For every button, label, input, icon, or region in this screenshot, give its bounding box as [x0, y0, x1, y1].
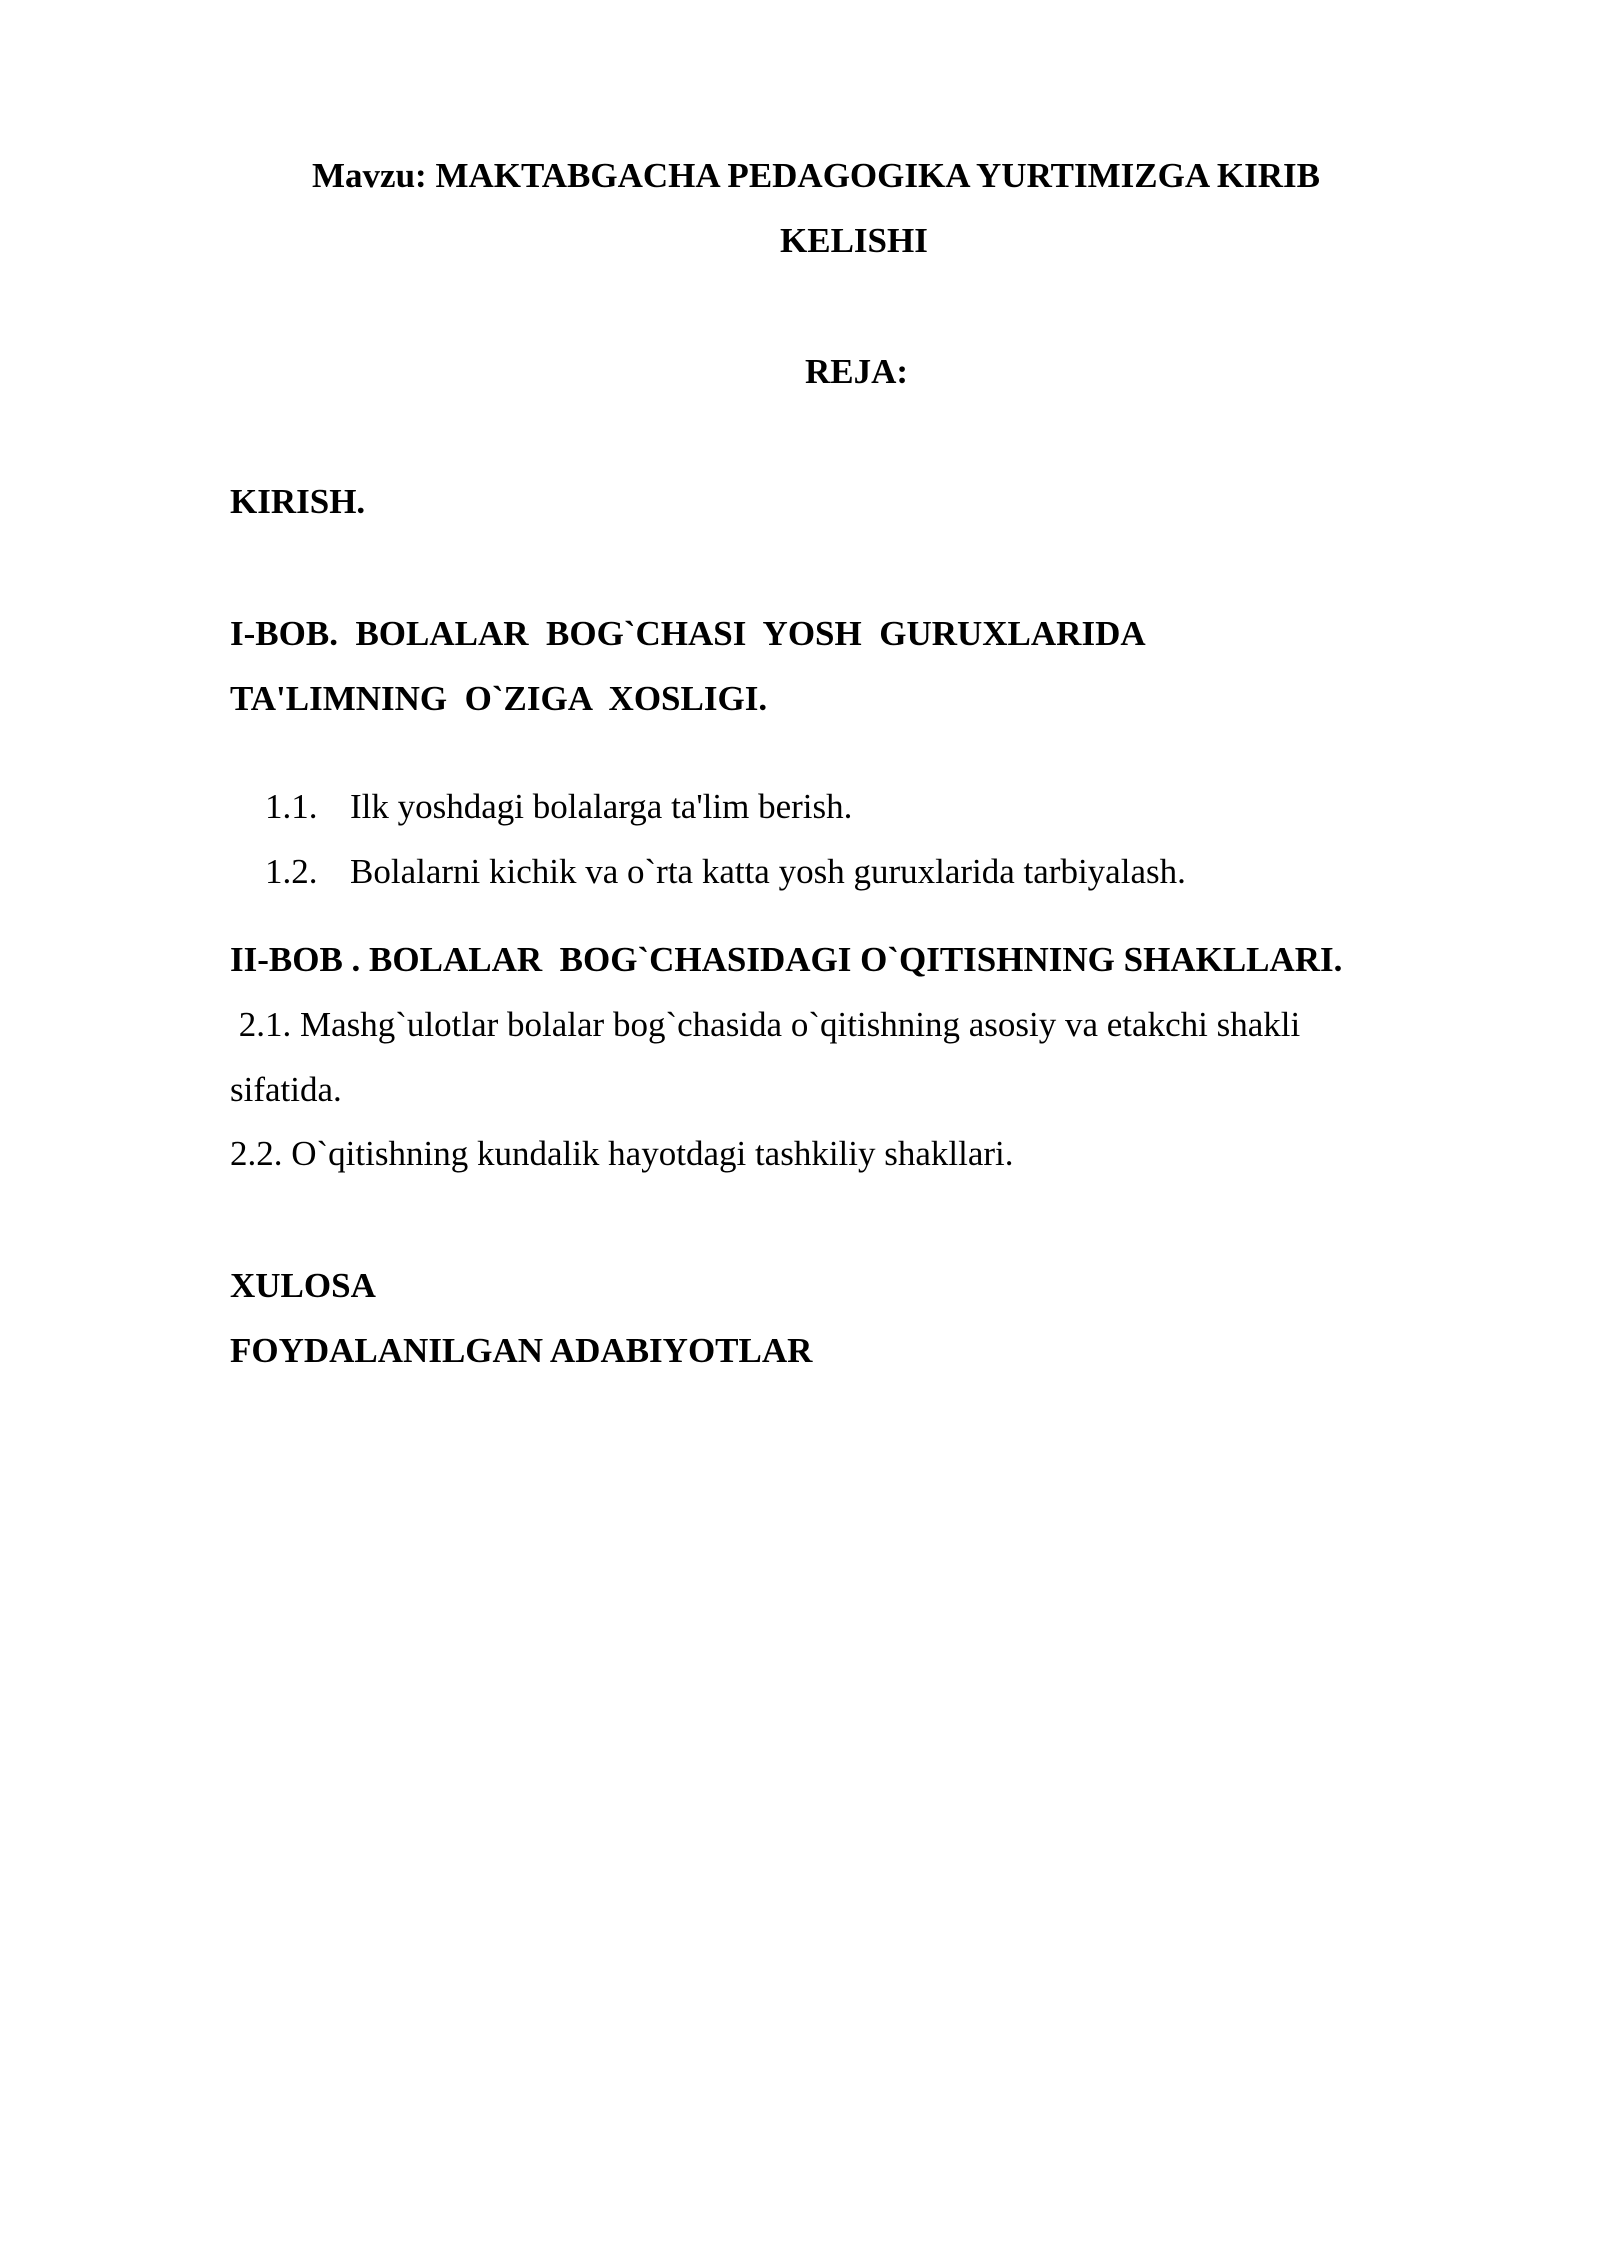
document-title-line-1: Mavzu: MAKTABGACHA PEDAGOGIKA YURTIMIZGA KIRIB [312, 156, 1320, 195]
plan-heading: REJA: [805, 352, 909, 391]
conclusion-heading: XULOSA [230, 1266, 376, 1305]
chapter-2-item-2: 2.2. O`qitishning kundalik hayotdagi tashkiliy shakllari. [230, 1134, 1014, 1173]
item-number: 1.2. [265, 852, 318, 891]
document-title-line-2: KELISHI [780, 221, 928, 260]
chapter-2-heading: II-BOB . BOLALAR BOG`CHASIDAGI O`QITISHNING SHAKLLARI. [230, 940, 1343, 979]
chapter-1-heading-line-2: TA'LIMNING O`ZIGA XOSLIGI. [230, 679, 768, 718]
chapter-1-item [230, 806, 1186, 938]
item-text: Ilk yoshdagi bolalarga ta'lim berish. [350, 787, 853, 826]
item-text: Bolalarni kichik va o`rta katta yosh guruxlarida tarbiyalash. [350, 852, 1186, 891]
intro-heading: KIRISH. [230, 482, 366, 521]
chapter-1-heading-line-1: I-BOB. BOLALAR BOG`CHASI YOSH GURUXLARIDA [230, 614, 1146, 653]
chapter-2-item-1-line-2: sifatida. [230, 1070, 342, 1109]
item-number: 1.1. [265, 787, 318, 826]
chapter-2-item-1-line-1: 2.1. Mashg`ulotlar bolalar bog`chasida o`qitishning asosiy va etakchi shakli [230, 1005, 1301, 1044]
references-heading: FOYDALANILGAN ADABIYOTLAR [230, 1331, 813, 1370]
